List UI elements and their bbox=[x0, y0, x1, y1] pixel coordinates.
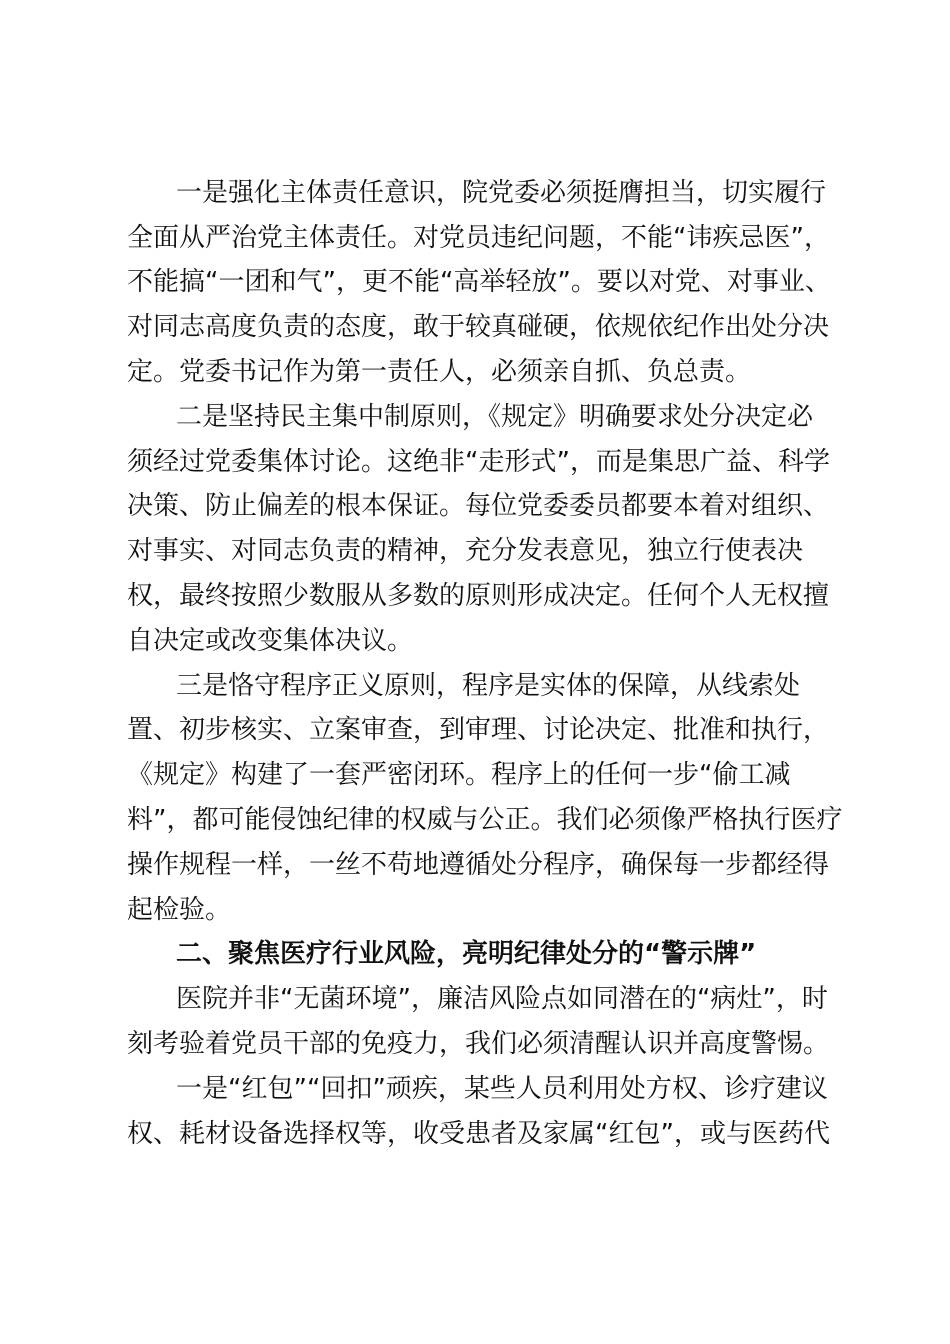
paragraph-2-line-3: 决策、防止偏差的根本保证。每位党委委员都要本着对组织、 bbox=[127, 491, 830, 521]
paragraph-3-line-6: 起检验。 bbox=[127, 895, 232, 925]
paragraph-5-line-2: 权、耗材设备选择权等，收受患者及家属“红包”，或与医药代 bbox=[127, 1119, 830, 1149]
paragraph-3-line-1: 三是恪守程序正义原则，程序是实体的保障，从线索处 bbox=[176, 671, 801, 701]
paragraph-1-line-1: 一是强化主体责任意识，院党委必须挺膺担当，切实履行 bbox=[176, 178, 827, 208]
paragraph-2-line-1: 二是坚持民主集中制原则，《规定》明确要求处分决定必 bbox=[176, 402, 814, 432]
paragraph-3-line-3: 《规定》构建了一套严密闭环。程序上的任何一步“偷工减 bbox=[127, 760, 791, 790]
paragraph-1-line-4: 对同志高度负责的态度，敢于较真碰硬，依规依纪作出处分决 bbox=[127, 312, 830, 342]
paragraph-2-line-5: 权，最终按照少数服从多数的原则形成决定。任何个人无权擅 bbox=[127, 581, 830, 611]
paragraph-2-line-4: 对事实、对同志负责的精神，充分发表意见，独立行使表决 bbox=[127, 536, 804, 566]
paragraph-3-line-5: 操作规程一样，一丝不苟地遵循处分程序，确保每一步都经得 bbox=[127, 850, 830, 880]
paragraph-2-line-6: 自决定或改变集体决议。 bbox=[127, 626, 414, 656]
paragraph-4-line-2: 刻考验着党员干部的免疫力，我们必须清醒认识并高度警惕。 bbox=[127, 1029, 830, 1059]
paragraph-2-line-2: 须经过党委集体讨论。这绝非“走形式”，而是集思广益、科学 bbox=[127, 447, 830, 477]
paragraph-4-line-1: 医院并非“无菌环境”，廉洁风险点如同潜在的“病灶”，时 bbox=[176, 984, 828, 1014]
paragraph-1-line-2: 全面从严治党主体责任。对党员违纪问题，不能“讳疾忌医”， bbox=[127, 223, 830, 253]
paragraph-3-line-4: 料”，都可能侵蚀纪律的权威与公正。我们必须像严格执行医疗 bbox=[127, 805, 843, 835]
paragraph-5-line-1: 一是“红包”“回扣”顽疾，某些人员利用处方权、诊疗建议 bbox=[176, 1074, 828, 1104]
paragraph-1-line-5: 定。党委书记作为第一责任人，必须亲自抓、负总责。 bbox=[127, 357, 752, 387]
paragraph-3-line-2: 置、初步核实、立案审查，到审理、讨论决定、批准和执行， bbox=[127, 715, 830, 745]
paragraph-1-line-3: 不能搞“一团和气”，更不能“高举轻放”。要以对党、对事业、 bbox=[127, 267, 831, 297]
section-heading: 二、聚焦医疗行业风险，亮明纪律处分的“警示牌” bbox=[176, 939, 757, 969]
